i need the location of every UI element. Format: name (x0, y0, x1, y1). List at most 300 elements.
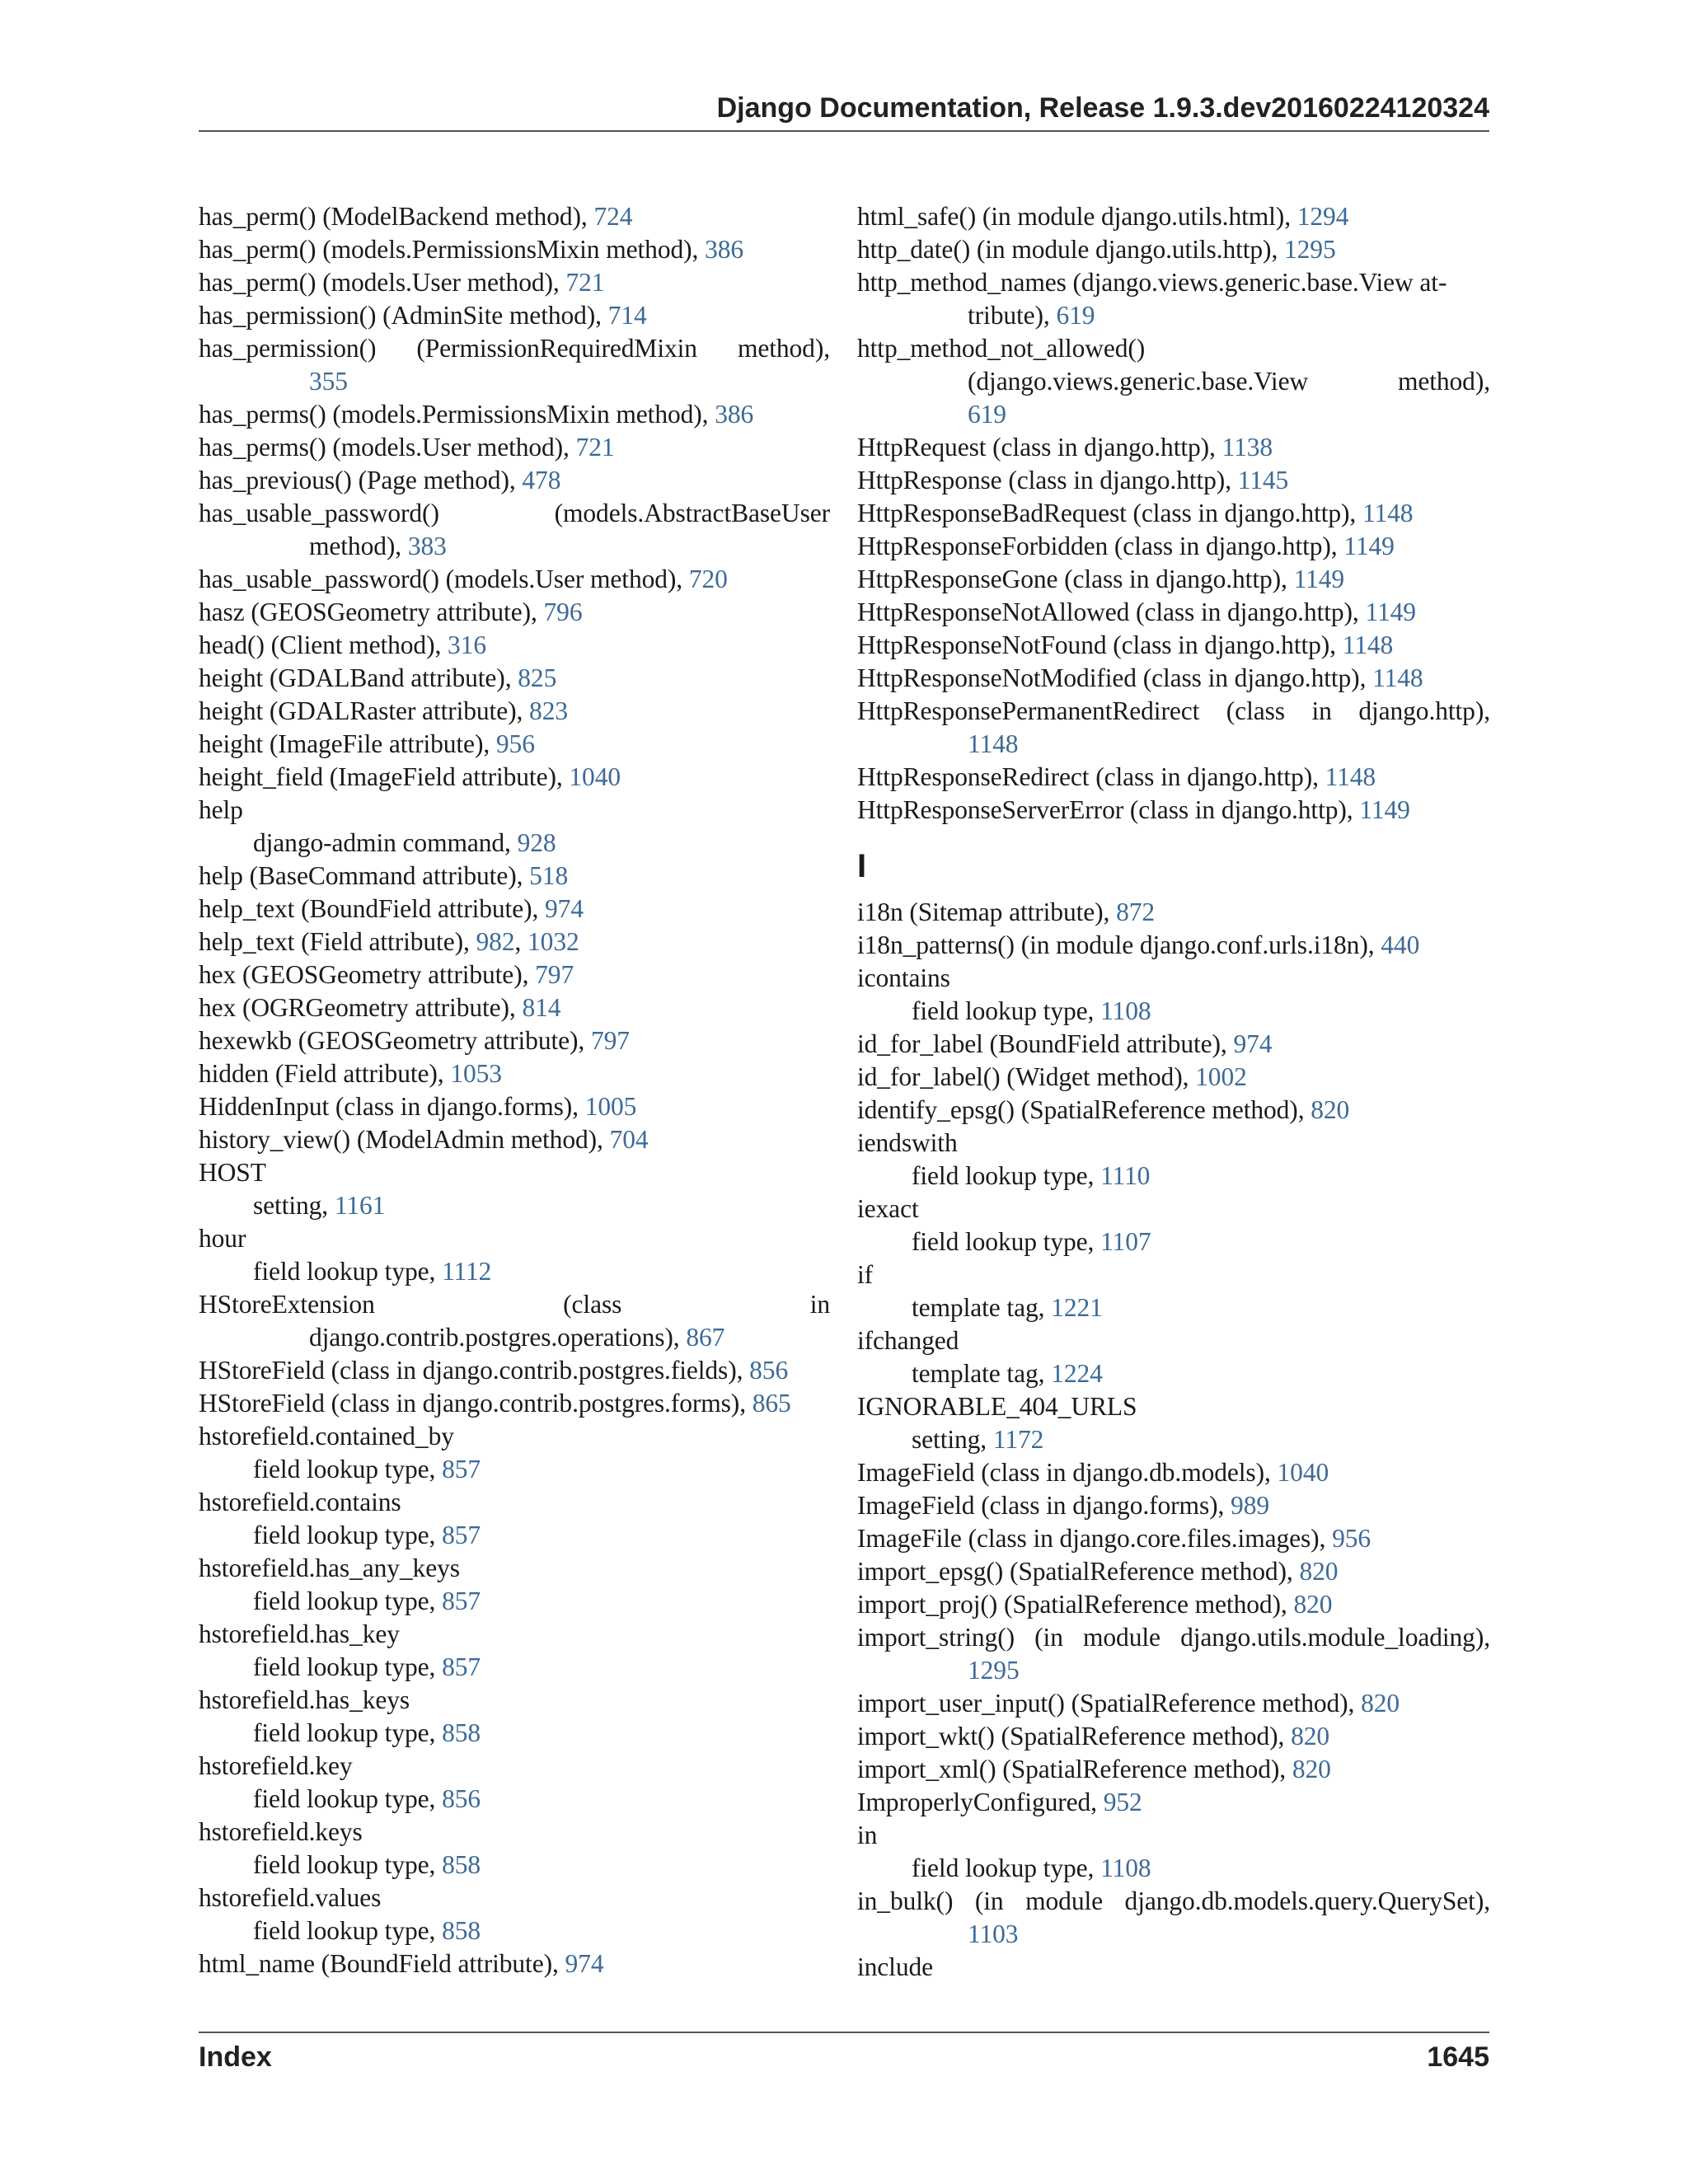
page-link[interactable]: 974 (565, 1949, 604, 1978)
index-entry-term (199, 563, 830, 596)
entry-text: has_usable_password() (models.AbstractBaseUser (199, 499, 830, 527)
index-entry (857, 695, 1490, 761)
entry-text: height (GDALRaster attribute), (199, 696, 530, 725)
index-entry-term (199, 398, 830, 431)
entry-text: help (BaseCommand attribute), (199, 861, 530, 890)
page-link[interactable]: 856 (442, 1784, 481, 1813)
index-entry (857, 200, 1490, 233)
entry-text: has_perms() (models.User method), (199, 433, 576, 462)
index-entry (199, 233, 830, 266)
page-link[interactable]: 1108 (1100, 996, 1151, 1025)
index-entry-term (857, 695, 1490, 728)
index-entry (857, 1258, 1490, 1324)
index-entry-term (857, 1555, 1490, 1588)
index-subentry (857, 1357, 1490, 1390)
index-entry (199, 662, 830, 695)
continuation-text: tribute), (968, 301, 1057, 330)
index-entry-term (857, 1127, 1490, 1160)
page-link[interactable]: 1148 (1325, 762, 1376, 791)
page-link[interactable]: 383 (407, 532, 447, 560)
page-link[interactable]: 518 (529, 861, 569, 890)
subentry-text: field lookup type, (253, 1784, 443, 1813)
index-entry-term (857, 1193, 1490, 1226)
page-link[interactable]: 386 (715, 400, 754, 429)
entry-text: http_date() (in module django.utils.http), (857, 235, 1284, 264)
subentry-text: field lookup type, (253, 1652, 443, 1681)
page-link[interactable]: 974 (1233, 1029, 1273, 1058)
index-entry-term (199, 1816, 830, 1849)
continuation-text: (django.views.generic.base.View method), (968, 367, 1490, 396)
index-entry-term (857, 1786, 1490, 1819)
subentry-text: setting, (912, 1425, 993, 1454)
page-link[interactable]: 1032 (528, 927, 579, 956)
page-link[interactable]: 721 (575, 433, 615, 462)
page-link[interactable]: 982 (476, 927, 515, 956)
entry-text: HttpResponseServerError (class in django.http), (857, 795, 1360, 824)
entry-text: has_usable_password() (models.User method), (199, 565, 689, 593)
entry-text: in_bulk() (in module django.db.models.query.QuerySet), (857, 1886, 1490, 1915)
index-subentry (199, 1783, 830, 1816)
page-link[interactable]: 820 (1299, 1557, 1339, 1586)
index-entry (199, 398, 830, 431)
page-link[interactable]: 619 (1056, 301, 1095, 330)
index-entry-term (199, 794, 830, 827)
index-subentry (199, 1915, 830, 1947)
index-entry-term (199, 761, 830, 794)
index-entry-term (857, 200, 1490, 233)
index-entry (199, 695, 830, 728)
index-subentry (199, 1717, 830, 1750)
index-entry (199, 1024, 830, 1057)
subentry-text: template tag, (912, 1359, 1052, 1388)
index-entry (199, 431, 830, 464)
index-entry-term (199, 299, 830, 332)
page-link[interactable]: 1110 (1100, 1161, 1151, 1190)
index-entry (199, 1288, 830, 1354)
page-link[interactable]: 820 (1311, 1095, 1350, 1124)
page-link[interactable]: 1040 (569, 762, 621, 791)
entry-text: ImageField (class in django.forms), (857, 1491, 1231, 1520)
index-entry (199, 958, 830, 991)
index-entry-term (857, 1456, 1490, 1489)
index-entry-term (857, 1061, 1490, 1094)
index-entry-term (857, 530, 1490, 563)
index-entry (199, 1354, 830, 1387)
index-entry (199, 1156, 830, 1222)
entry-text: height_field (ImageField attribute), (199, 762, 570, 791)
entry-text: height (ImageFile attribute), (199, 729, 496, 758)
index-entry (857, 1588, 1490, 1621)
page-link[interactable]: 1294 (1296, 202, 1349, 231)
page-link[interactable]: 1148 (1342, 630, 1394, 659)
index-entry-term (857, 332, 1490, 365)
entry-text: hstorefield.contained_by (199, 1422, 454, 1451)
page-link[interactable]: 820 (1361, 1689, 1400, 1718)
continuation-text: django.contrib.postgres.operations), (309, 1323, 687, 1352)
index-entry-term (199, 431, 830, 464)
subentry-text: template tag, (912, 1293, 1052, 1322)
index-entry (857, 332, 1490, 431)
entry-text: i18n_patterns() (in module django.conf.urls.i18n), (857, 930, 1381, 959)
page-link[interactable]: 619 (968, 400, 1006, 429)
entry-text: has_perm() (models.PermissionsMixin method), (199, 235, 706, 264)
index-entry-term (199, 1750, 830, 1783)
footer-section-label: Index (199, 2041, 272, 2073)
index-subentry (199, 1651, 830, 1684)
index-entry-term (857, 662, 1490, 695)
page-link[interactable]: 1148 (1362, 499, 1414, 527)
page-link[interactable]: 814 (522, 993, 561, 1022)
entry-text: has_permission() (PermissionRequiredMixin method), (199, 334, 830, 363)
subentry-text: field lookup type, (912, 1161, 1101, 1190)
page-link[interactable]: 956 (495, 729, 535, 758)
entry-text: iendswith (857, 1128, 958, 1157)
index-entry-continuation (857, 299, 1490, 332)
index-subentry (199, 1189, 830, 1222)
index-entry (199, 1123, 830, 1156)
page-link[interactable]: 858 (442, 1850, 481, 1879)
index-subentry (857, 1852, 1490, 1885)
page-link[interactable]: 1005 (584, 1092, 637, 1121)
page-link[interactable]: 857 (442, 1521, 481, 1549)
index-entry-term (857, 962, 1490, 995)
entry-text: HttpResponsePermanentRedirect (class in django.http), (857, 696, 1490, 725)
entry-text: hasz (GEOSGeometry attribute), (199, 598, 544, 626)
entry-text: HttpResponseForbidden (class in django.http), (857, 532, 1344, 560)
subentry-text: field lookup type, (253, 1850, 443, 1879)
entry-text: include (857, 1952, 934, 1981)
entry-text: import_user_input() (SpatialReference method), (857, 1689, 1362, 1718)
page-link[interactable]: 1295 (1284, 235, 1336, 264)
page-link[interactable]: 872 (1116, 898, 1156, 926)
index-entry-term (857, 1028, 1490, 1061)
index-entry-term (857, 1489, 1490, 1522)
page-link[interactable]: 1221 (1051, 1293, 1103, 1322)
continuation-text: method), (309, 532, 408, 560)
page-link[interactable]: 1148 (1372, 663, 1423, 692)
subentry-text: field lookup type, (253, 1521, 443, 1549)
index-entry (199, 464, 830, 497)
page-link[interactable]: 1172 (992, 1425, 1044, 1454)
page-link[interactable]: 865 (752, 1389, 791, 1418)
entry-text: help (199, 795, 243, 824)
index-entry (199, 200, 830, 233)
page-link[interactable]: 867 (686, 1323, 725, 1352)
index-entry (199, 926, 830, 958)
index-entry-term (857, 761, 1490, 794)
page-link[interactable]: 1112 (442, 1257, 492, 1286)
index-entry-continuation (199, 530, 830, 563)
entry-text: has_previous() (Page method), (199, 466, 523, 494)
entry-text: help_text (BoundField attribute), (199, 894, 546, 923)
index-subentry (199, 1255, 830, 1288)
entry-text: HttpResponseNotFound (class in django.http), (857, 630, 1343, 659)
index-entry-term (857, 563, 1490, 596)
index-entry (199, 629, 830, 662)
index-entry-continuation (857, 728, 1490, 761)
entry-text: in (857, 1821, 878, 1849)
index-entry-term (199, 1222, 830, 1255)
index-entry (857, 1720, 1490, 1753)
index-entry (857, 1753, 1490, 1786)
entry-text: hex (GEOSGeometry attribute), (199, 960, 536, 989)
entry-text: HttpResponse (class in django.http), (857, 466, 1238, 494)
entry-text: hidden (Field attribute), (199, 1059, 451, 1088)
index-entry-term (857, 896, 1490, 929)
index-entry-term (199, 893, 830, 926)
index-entry (857, 1555, 1490, 1588)
entry-text: import_xml() (SpatialReference method), (857, 1755, 1292, 1783)
index-entry (199, 1947, 830, 1980)
page-header (199, 89, 1489, 132)
entry-text: ImproperlyConfigured, (857, 1788, 1104, 1816)
page-footer (199, 2032, 1489, 2083)
entry-text: icontains (857, 963, 950, 992)
entry-text: import_proj() (SpatialReference method), (857, 1590, 1294, 1619)
page-link[interactable]: 1107 (1100, 1227, 1151, 1256)
index-entry-term (199, 1552, 830, 1585)
index-entry-term (857, 1720, 1490, 1753)
page-link[interactable]: 952 (1103, 1788, 1142, 1816)
entry-text: hstorefield.has_any_keys (199, 1554, 460, 1582)
index-entry-term (857, 1390, 1490, 1423)
index-entry-term (199, 728, 830, 761)
entry-text: html_safe() (in module django.utils.html), (857, 202, 1297, 231)
index-entry-term (857, 1324, 1490, 1357)
page-link[interactable]: 974 (545, 894, 584, 923)
page-link[interactable]: 1145 (1237, 466, 1289, 494)
index-subentry (199, 1849, 830, 1882)
entry-text: HttpResponseRedirect (class in django.http), (857, 762, 1325, 791)
index-entry-term (857, 233, 1490, 266)
page-link[interactable]: 797 (590, 1026, 630, 1055)
entry-text: html_name (BoundField attribute), (199, 1949, 565, 1978)
index-entry (857, 233, 1490, 266)
page-link[interactable]: 856 (749, 1356, 789, 1385)
index-entry-continuation (857, 1918, 1490, 1951)
index-entry (857, 896, 1490, 929)
entry-text: ifchanged (857, 1326, 959, 1355)
index-entry-term (199, 1882, 830, 1915)
entry-text: hstorefield.key (199, 1751, 353, 1780)
index-entry (857, 530, 1490, 563)
index-entry (857, 1786, 1490, 1819)
page-link[interactable]: 857 (442, 1652, 481, 1681)
entry-text: hexewkb (GEOSGeometry attribute), (199, 1026, 591, 1055)
page-link[interactable]: 820 (1293, 1590, 1333, 1619)
index-entry-term: help_text (Field attribute), 982, 1032 (199, 927, 579, 956)
entry-text: HttpResponseGone (class in django.http), (857, 565, 1294, 593)
index-entry (199, 266, 830, 299)
entry-text: has_perm() (ModelBackend method), (199, 202, 594, 231)
page-link[interactable]: 825 (518, 663, 557, 692)
index-entry (857, 1028, 1490, 1061)
index-entry-term (857, 1588, 1490, 1621)
entry-text: iexact (857, 1194, 919, 1223)
page-link[interactable]: 704 (609, 1125, 649, 1154)
page-link[interactable]: 928 (517, 828, 556, 857)
section-heading: I (857, 848, 867, 884)
index-entry-term (199, 233, 830, 266)
index-entry-continuation (199, 1321, 830, 1354)
page-link[interactable]: 1103 (968, 1919, 1019, 1948)
index-group-h-continued (857, 200, 1490, 827)
index-entry (199, 1090, 830, 1123)
index-entry-term (199, 497, 830, 530)
index-entry-term (199, 464, 830, 497)
index-entry (857, 1621, 1490, 1687)
index-entry-term (857, 1621, 1490, 1654)
index-entry-term (857, 1258, 1490, 1291)
index-entry-term (857, 794, 1490, 827)
page-link[interactable]: 858 (442, 1718, 481, 1747)
entry-text: has_permission() (AdminSite method), (199, 301, 608, 330)
entry-text: http_method_names (django.views.generic.base.View at- (857, 268, 1447, 297)
index-entry-term (199, 991, 830, 1024)
page-link[interactable]: 1148 (968, 729, 1019, 758)
page-link[interactable]: 720 (688, 565, 728, 593)
page-link[interactable]: 386 (705, 235, 744, 264)
page-link[interactable]: 714 (607, 301, 647, 330)
entry-text: ImageField (class in django.db.models), (857, 1458, 1278, 1487)
index-entry-term (857, 464, 1490, 497)
page-link[interactable]: 1108 (1100, 1854, 1151, 1882)
page-link[interactable]: 1138 (1221, 433, 1273, 462)
index-entry (857, 431, 1490, 464)
entry-text: HStoreExtension (class in (199, 1290, 830, 1319)
entry-text: import_wkt() (SpatialReference method), (857, 1722, 1292, 1750)
page-link[interactable]: 796 (543, 598, 583, 626)
index-entry-term (199, 1618, 830, 1651)
index-entry-term (199, 200, 830, 233)
index-entry (857, 266, 1490, 332)
page-link[interactable]: 857 (442, 1455, 481, 1483)
index-entry-term (199, 662, 830, 695)
page-link[interactable]: 1161 (334, 1191, 386, 1220)
entry-text: hstorefield.keys (199, 1817, 363, 1846)
index-entry (857, 596, 1490, 629)
index-entry (199, 1750, 830, 1816)
entry-text: HStoreField (class in django.contrib.postgres.forms), (199, 1389, 753, 1418)
index-entry-term (857, 1819, 1490, 1852)
entry-text: hstorefield.contains (199, 1488, 401, 1516)
index-entry (199, 299, 830, 332)
subentry-text: field lookup type, (253, 1586, 443, 1615)
page-link[interactable]: 956 (1332, 1524, 1372, 1553)
index-entry-term (199, 1354, 830, 1387)
index-entry-term (857, 1687, 1490, 1720)
index-entry (857, 1456, 1490, 1489)
index-column-right (857, 200, 1490, 1984)
entry-text: help_text (Field attribute), (199, 927, 476, 956)
page-link[interactable]: 1149 (1359, 795, 1410, 824)
page-link[interactable]: 820 (1292, 1755, 1331, 1783)
index-entry (857, 497, 1490, 530)
entry-text: http_method_not_allowed() (857, 334, 1146, 363)
index-entry (199, 1552, 830, 1618)
page-link[interactable]: 820 (1291, 1722, 1330, 1750)
index-entry (199, 1882, 830, 1947)
index-subentry (857, 1226, 1490, 1258)
page-link[interactable]: 1053 (450, 1059, 502, 1088)
index-entry-term (199, 1486, 830, 1519)
index-entry (857, 929, 1490, 962)
entry-text: HiddenInput (class in django.forms), (199, 1092, 585, 1121)
page-link[interactable]: 797 (535, 960, 574, 989)
index-subentry (857, 1160, 1490, 1193)
index-entry-term (199, 1123, 830, 1156)
index-subentry (199, 827, 830, 860)
subentry-text: field lookup type, (253, 1455, 443, 1483)
index-entry (199, 1684, 830, 1750)
index-entry-term (199, 695, 830, 728)
page-number: 1645 (1427, 2041, 1489, 2073)
page-link[interactable]: 989 (1231, 1491, 1269, 1520)
page-link[interactable]: 1295 (968, 1656, 1020, 1685)
subentry-text: field lookup type, (912, 1227, 1101, 1256)
subentry-text: setting, (253, 1191, 335, 1220)
entry-text: HOST (199, 1158, 266, 1187)
page-link[interactable]: 857 (442, 1586, 481, 1615)
subentry-text: django-admin command, (253, 828, 518, 857)
page-link[interactable]: 1224 (1051, 1359, 1103, 1388)
page-link[interactable]: 1149 (1365, 598, 1416, 626)
document-title: Django Documentation, Release 1.9.3.dev20160224120324 (716, 92, 1489, 124)
index-entry (199, 1222, 830, 1288)
index-subentry (199, 1453, 830, 1486)
entry-text: HStoreField (class in django.contrib.postgres.fields), (199, 1356, 750, 1385)
index-entry-term (199, 266, 830, 299)
page-link[interactable]: 440 (1381, 930, 1420, 959)
page-link[interactable]: 1002 (1195, 1062, 1247, 1091)
entry-text: hstorefield.has_keys (199, 1685, 410, 1714)
index-entry-term (199, 1057, 830, 1090)
page-link[interactable]: 724 (593, 202, 633, 231)
page-link[interactable]: 823 (529, 696, 568, 725)
index-entry-term (857, 1522, 1490, 1555)
entry-text: id_for_label() (Widget method), (857, 1062, 1196, 1091)
index-entry-term (199, 629, 830, 662)
index-entry (199, 1420, 830, 1486)
index-entry-term (857, 266, 1490, 299)
index-subentry (857, 995, 1490, 1028)
page-link[interactable]: 1149 (1343, 532, 1395, 560)
index-entry (199, 1387, 830, 1420)
index-entry (857, 563, 1490, 596)
page-link[interactable]: 355 (309, 367, 348, 396)
index-entry-term (199, 1684, 830, 1717)
entry-text: history_view() (ModelAdmin method), (199, 1125, 610, 1154)
index-entry-term (199, 1024, 830, 1057)
entry-text: ImageFile (class in django.core.files.images), (857, 1524, 1333, 1553)
page-link[interactable]: 478 (522, 466, 561, 494)
index-entry-term (199, 596, 830, 629)
entry-text: HttpRequest (class in django.http), (857, 433, 1222, 462)
page-link[interactable]: 858 (442, 1916, 481, 1945)
page-link[interactable]: 316 (448, 630, 486, 659)
index-entry (199, 596, 830, 629)
entry-text: HttpResponseBadRequest (class in django.http), (857, 499, 1362, 527)
index-entry-term (199, 1420, 830, 1453)
page-link[interactable]: 1040 (1277, 1458, 1329, 1487)
page-link[interactable]: 721 (565, 268, 605, 297)
entry-text: hstorefield.has_key (199, 1619, 400, 1648)
index-entry (857, 1127, 1490, 1193)
entry-text: IGNORABLE_404_URLS (857, 1392, 1137, 1421)
index-entry (857, 1522, 1490, 1555)
index-entry-term (857, 1753, 1490, 1786)
page-link[interactable]: 1149 (1293, 565, 1345, 593)
